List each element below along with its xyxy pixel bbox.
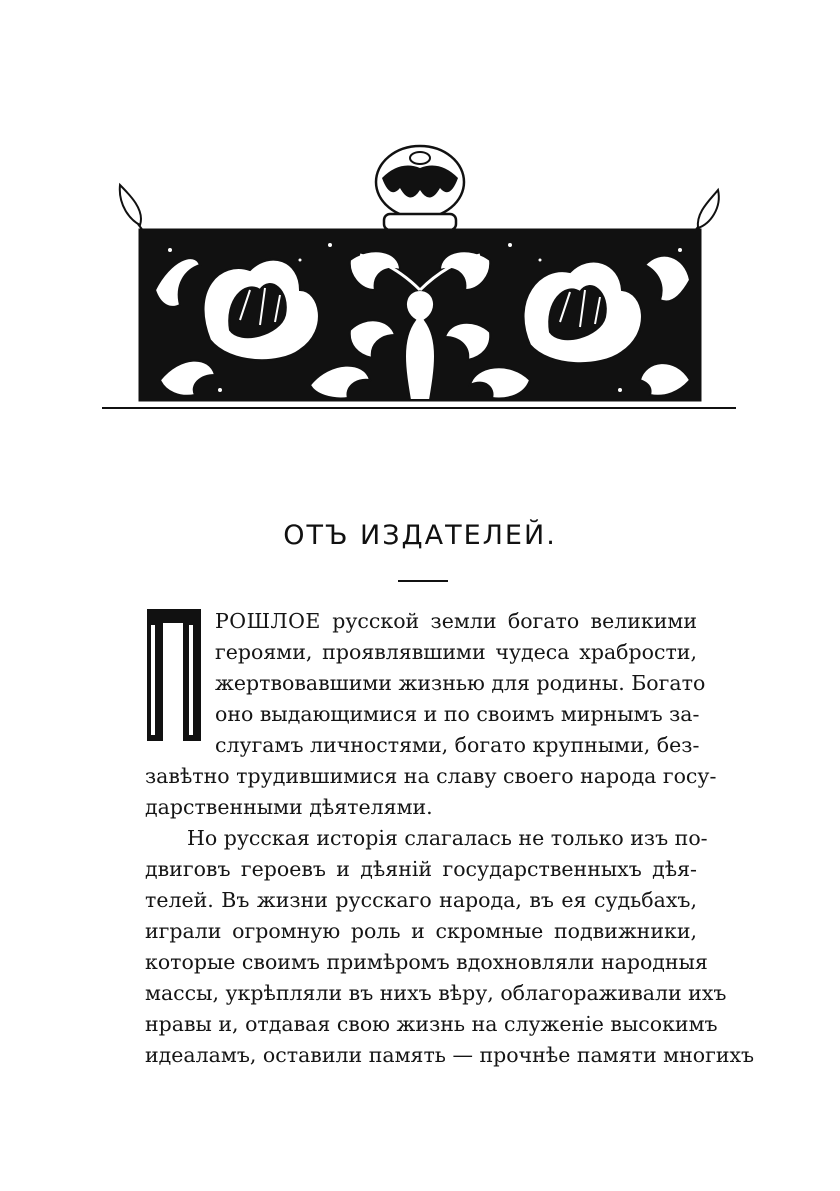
paragraph-1-line-7: дарственными дѣятелями. (145, 795, 433, 819)
ornamental-headpiece (100, 140, 740, 420)
paragraph-1-line-2: героями, проявлявшими чудеса храбрости, (215, 640, 697, 664)
paragraph-2-line-8: идеаламъ, оставили память — прочнѣе памяти многихъ (145, 1043, 755, 1067)
paragraph-2-line-5: которые своимъ примѣромъ вдохновляли народныя (145, 950, 708, 974)
paragraph-1-line-3: жертвовавшими жизнью для родины. Богато (215, 671, 706, 695)
paragraph-2-line-2: двиговъ героевъ и дѣяній государственныхъ дѣя- (145, 857, 697, 881)
paragraph-2-line-7: нравы и, отдавая свою жизнь на служеніе высокимъ (145, 1012, 718, 1036)
paragraph-1-line-1 (145, 606, 697, 637)
paragraph-2-line-4: играли огромную роль и скромные подвижники, (145, 919, 697, 943)
paragraph-2-line-1: Но русская исторія слагалась не только изъ по- (187, 826, 708, 850)
paragraph-1-lead-word: РОШЛОЕ (215, 609, 321, 633)
page-title: ОТЪ ИЗДАТЕЛЕЙ. (283, 520, 557, 551)
paragraph-1-line-4: оно выдающимися и по своимъ мирнымъ за- (215, 702, 700, 726)
drop-cap-letter: П (45, 507, 46, 508)
title-divider (398, 580, 448, 582)
body-text (145, 606, 755, 1071)
paragraph-1-line-5: слугамъ личностями, богато крупными, без- (215, 733, 700, 757)
paragraph-1-line-1-rest: русской земли богато великими (320, 609, 697, 633)
paragraph-2-line-3: телей. Въ жизни русскаго народа, въ ея судьбахъ, (145, 888, 697, 912)
paragraph-2-line-6: массы, укрѣпляли въ нихъ вѣру, облагораживали ихъ (145, 981, 727, 1005)
paragraph-1-line-6: завѣтно трудившимися на славу своего народа госу- (145, 764, 717, 788)
